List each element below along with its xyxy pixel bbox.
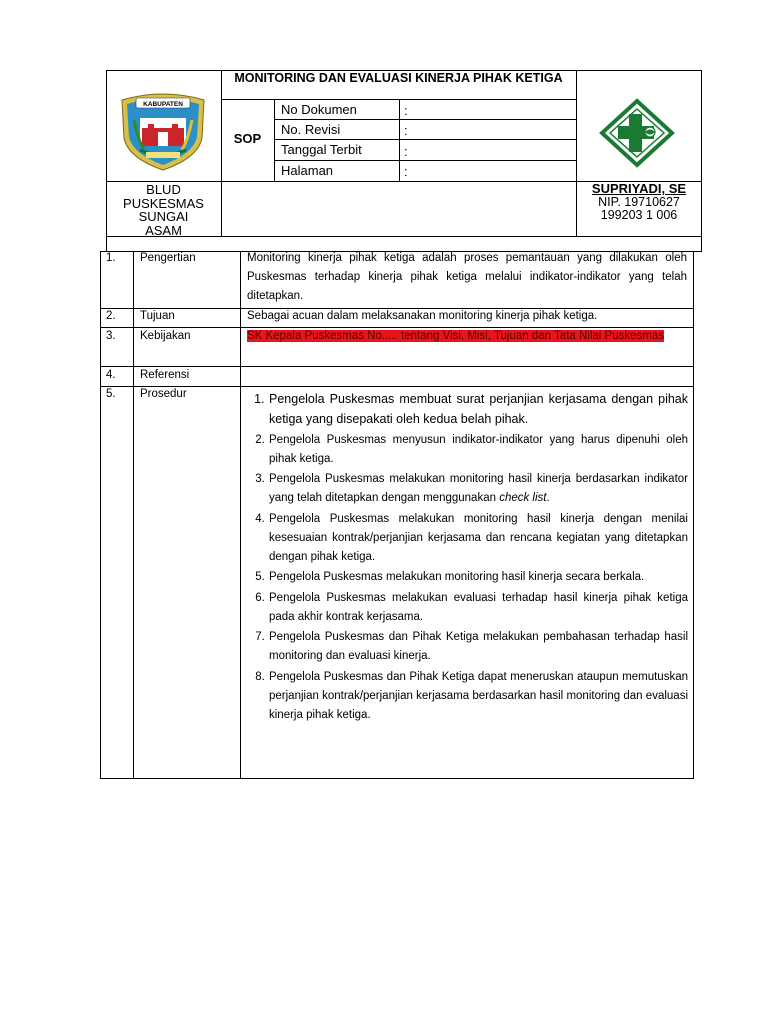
divider: [240, 251, 241, 779]
highlighted-policy-text: SK Kepala Puskesmas No..... tentang Visi, Misi, Tujuan dan Tata Nilai Puskesmas: [247, 330, 664, 342]
signatory: [577, 182, 701, 223]
procedure-step: 3. Pengelola Puskesmas melakukan monitoring hasil kinerja berdasarkan indikator yang telah ditetapkan dengan menggunakan check list.: [268, 470, 688, 508]
row-text-pengertian: Monitoring kinerja pihak ketiga adalah proses pemantauan yang dilakukan oleh Puskesmas terhadap kinerja pihak ketiga melalui indikator-indikator yang telah ditetapkan.: [247, 252, 687, 302]
field-no-dokumen-value: :: [404, 103, 408, 118]
field-halaman-value: :: [404, 164, 408, 179]
unit-line: PUSKESMAS: [123, 195, 204, 211]
row-label: Prosedur: [140, 388, 187, 400]
field-tanggal-terbit-value: :: [404, 144, 408, 159]
procedure-list: [242, 389, 688, 725]
field-halaman-label: Halaman: [281, 163, 334, 178]
row-number: 2.: [106, 310, 116, 322]
signatory-name: SUPRIYADI, SE: [591, 181, 687, 196]
row-label: Kebijakan: [140, 330, 191, 342]
regency-logo: [116, 90, 210, 172]
row-text-tujuan: Sebagai acuan dalam melaksanakan monitoring kinerja pihak ketiga.: [247, 310, 598, 322]
signatory-nip: 199203 1 006: [600, 208, 678, 222]
procedure-list-container: [242, 389, 688, 726]
procedure-step: 5. Pengelola Puskesmas melakukan monitoring hasil kinerja secara berkala.: [268, 568, 688, 587]
divider: [221, 70, 222, 237]
divider: [133, 251, 134, 779]
divider: [100, 386, 694, 387]
field-tanggal-terbit-label: Tanggal Terbit: [281, 142, 362, 157]
field-no-dokumen-label: No Dokumen: [281, 102, 357, 117]
unit-line: SUNGAI: [138, 209, 189, 224]
puskesmas-logo: [599, 98, 675, 168]
unit-name: [106, 183, 221, 237]
logo-text: KABUPATEN: [143, 101, 183, 108]
sop-label: SOP: [233, 131, 262, 146]
row-text-kebijakan: [247, 327, 687, 346]
field-no-revisi-value: :: [404, 123, 408, 138]
signatory-nip: NIP. 19710627: [598, 194, 680, 209]
procedure-step: 6. Pengelola Puskesmas melakukan evaluasi terhadap hasil kinerja pihak ketiga pada akhir kontrak kerjasama.: [268, 589, 688, 627]
unit-line: ASAM: [145, 222, 182, 238]
row-number: 5.: [106, 388, 116, 400]
row-number: 4.: [106, 369, 116, 381]
row-label: Pengertian: [140, 252, 196, 264]
procedure-step: 8. Pengelola Puskesmas dan Pihak Ketiga dapat meneruskan ataupun memutuskan perjanjian kontrak/perjanjian kerjasama berdasarkan hasil monitoring dan evaluasi kinerja pihak ketiga.: [268, 668, 688, 725]
procedure-step: 2. Pengelola Puskesmas menyusun indikator-indikator yang harus dipenuhi oleh pihak ketiga.: [268, 431, 688, 469]
row-number: 3.: [106, 330, 116, 342]
row-label: Referensi: [140, 369, 190, 381]
procedure-step: 1. Pengelola Puskesmas membuat surat perjanjian kerjasama dengan pihak ketiga yang disepakati oleh kedua belah pihak.: [268, 389, 688, 429]
document-title: MONITORING DAN EVALUASI KINERJA PIHAK KETIGA: [234, 71, 563, 85]
row-label: Tujuan: [140, 310, 175, 322]
row-number: 1.: [106, 252, 116, 264]
field-no-revisi-label: No. Revisi: [281, 122, 341, 137]
unit-line: BLUD: [146, 182, 181, 197]
procedure-step: 7. Pengelola Puskesmas dan Pihak Ketiga melakukan pembahasan terhadap hasil monitoring dan evaluasi kinerja.: [268, 628, 688, 666]
procedure-step: 4. Pengelola Puskesmas melakukan monitoring hasil kinerja dengan menilai kesesuaian kontrak/perjanjian kerjasama dan rencana kegiatan yang ditetapkan dengan pihak ketiga.: [268, 510, 688, 567]
